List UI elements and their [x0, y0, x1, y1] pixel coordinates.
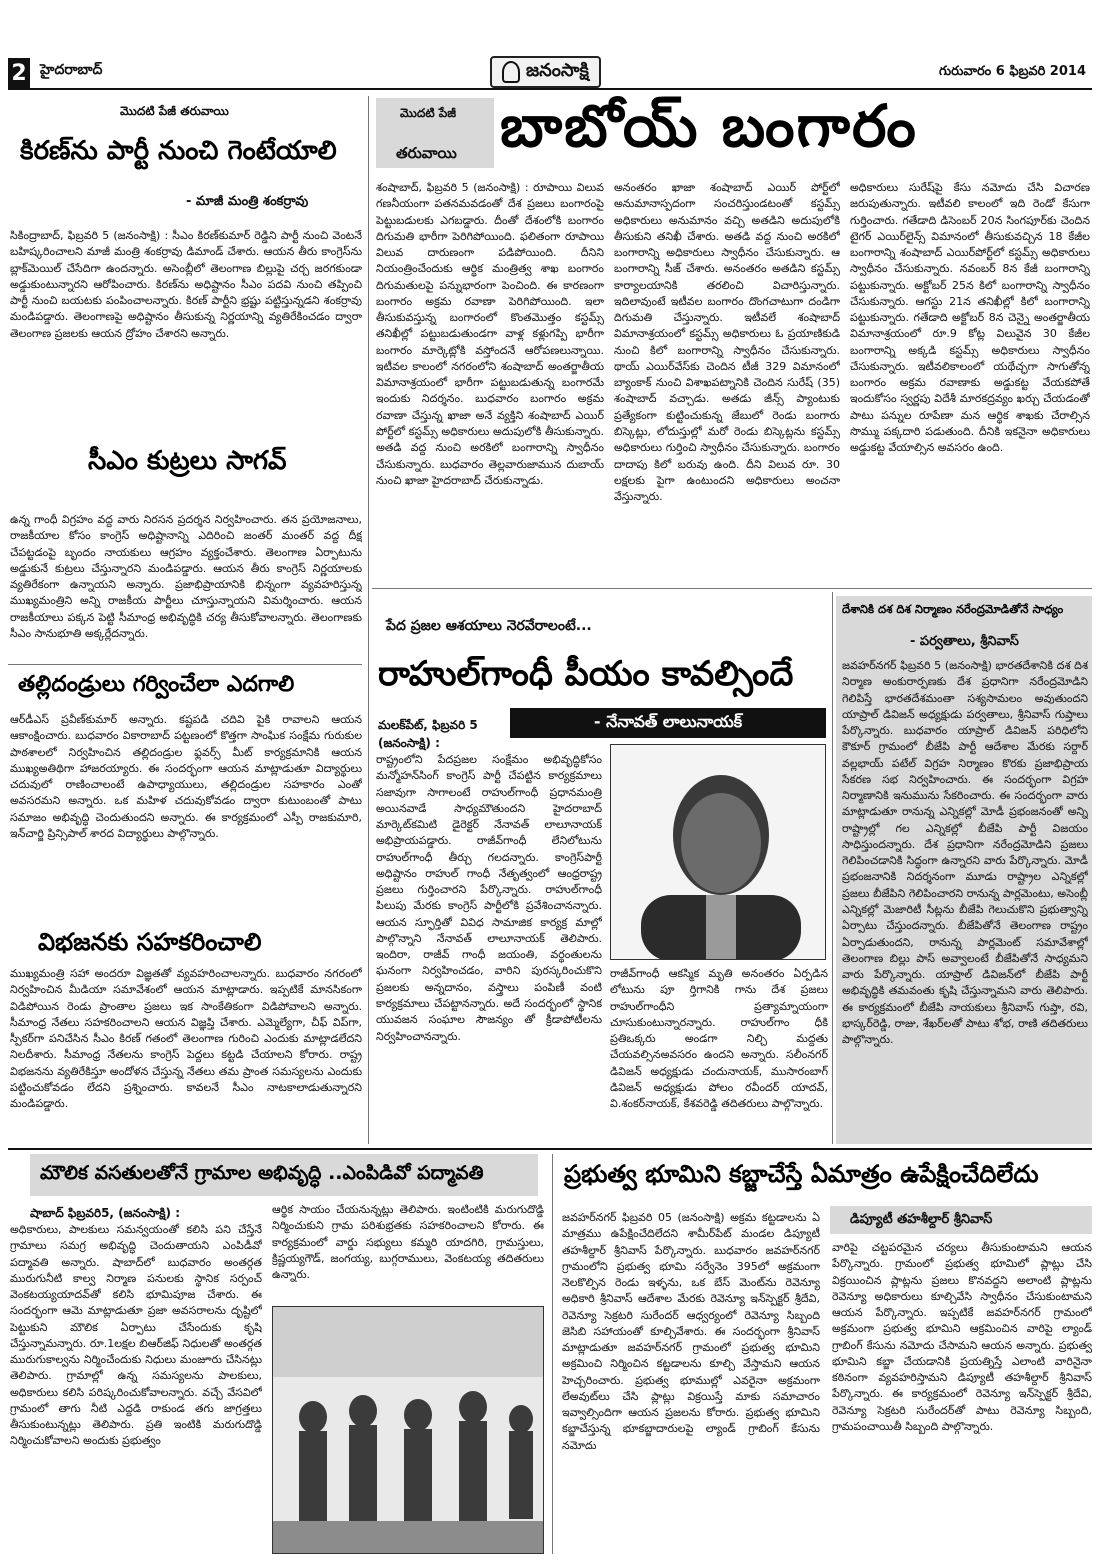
portrait-icon [611, 745, 826, 960]
column-rule-right [832, 592, 833, 1144]
edition-date: గురువారం 6 ఫిబ్రవరి 2014 [939, 64, 1086, 79]
gold-col-3: అధికారులు సురేష్‌పై కేసు నమోదు చేసి విచారణ జరుపుతున్నారు. ఇటీవలి కాలంలో ఇది రెండో కేసుగా గుర్తించారు. గతేడాది డిసెంబర్‌ 20న సింగపూర్‌కు చెందిన టైగర్‌ ఎయిర్‌లైన్స్‌ విమానంలో తీసుకువచ్చిన 18 కేజీల బంగారాన్ని శంషాబాద్‌ ఎయిర్‌పోర్ట్‌లో కస్టమ్స్‌ అధికారులు స్వాధీనం చేసుకున్నారు. నవంబర్‌ 8న కేజీ బంగారాన్ని పట్టుకున్నారు. అక్టోబర్‌ 25న కిలో బంగారాన్ని స్వాధీనం చేసుకున్నారు. ఆగస్టు 21న తనిఖీల్లో కిలో బంగారాన్ని పట్టుకున్నారు. గతేడాది అక్టోబర్‌ 8న చెన్నై అంతర్జాతీయ విమానాశ్రయంలో రూ.9 కోట్ల విలువైన 30 కేజీల బంగారాన్ని అక్కడి కస్టమ్స్‌ అధికారులు స్వాధీనం చేసుకున్నారు. ఇటీవలికాలంలో యథేచ్ఛగా సాగుతోన్న బంగారం అక్రమ రవాణాకు అడ్డుకట్ట వేయకపోతే ఇందుకోసం స్వర్ణపు విదేశీ మారకద్రవ్యం ఖర్చు చేయడంతో పాటు పన్నుల రూపేణా మన ఆర్థిక శాఖకు చేరాల్సిన సొమ్ము పక్కదారి పడుతుంది. దీనికి ఇకనైనా అధికారులు అడ్డుకట్ట వేయాల్సిన అవసరం ఉంది. [850, 181, 1090, 455]
lalunayak-photo [610, 744, 826, 960]
gold-kicker-top: మొదటి పేజీ [400, 106, 457, 120]
gold-kicker-bottom: తరువాయి [396, 144, 457, 162]
modi-body: జవహర్‌నగర్‌ ఫిబ్రవరి 5 (జనంసాక్షి) భారతదేశానికి దశ దిశ నిర్మాణ అంకురార్పణకు దేశ ప్రధానిగా నరేంద్రమోడిని గెలిపిస్తే భారతదేశమంతా సశ్యసామలం అవుతుందని యాప్రాల్‌ డివిజన్‌ అధ్యక్షుడు పర్వతాలు, శ్రీనివాస్‌ గుప్తాలు పేర్కొన్నారు. బుధవారం యాప్రాల్‌ డివిజన్‌ పరిధిలోని కౌకూర్‌ గ్రామంలో బీజేపి పార్టీ ఆదేశాల మేరకు సర్దార్‌ వల్లభాయ్‌ పటేల్‌ విగ్రహ నిర్మాణం కొరకు ప్రజాభిప్రాయ సేకరణ సభ నిర్వహించారు. ఈ సందర్భంగా విగ్రహ నిర్మాణానికి ఇనుమును సేకరించారు. ఈ సందర్భంగా వారు మాట్లాడుతూ రానున్న ఎన్నికల్లో మోడీ ప్రభంజనంతో అన్ని రాష్ట్రాల్లో గల ఎన్నికల్లో బీజేపి పార్టీ విజయం సాధిస్తుందన్నారు. దేశ ప్రధానిగా నరేంద్రమోడిని ప్రజలు గెలిపించడానికి సిద్ధంగా ఉన్నారని వారు పేర్కొన్నారు. మోడీ ప్రభంజనానికి నిదర్శనంగా మూడు రాష్ట్రాల ఎన్నికల్లో ప్రజలు బీజేపిని గెలిపించారని రానున్న పార్లమెంటు, అసెంబ్లీ ఎన్నికల్లో మెజారిటీ సీట్లను బీజేపి గెలుచుకొని ప్రభుత్వాన్ని ఏర్పాటు చేస్తుందన్నారు. బీజేపితోనే తెలంగాణ రాష్ట్రం ఏర్పాడుతుందని, రానున్న పార్లమెంట్‌ సమావేశాల్లో తెలంగాణ బిల్లు పాస్‌ అవ్వాలంటే బీజేపితోనే సాధ్యమని వారు పేర్కొన్నారు. యాప్రాల్‌ డివిజన్‌లో బీజేపి పార్టీ అభివృద్ధికి తమవంతు కృషి చేస్తున్నామని వారు తెలిపారు. ఈ కార్యక్రమంలో బీజేపి నాయకులు శ్రీనివాస్‌ గుప్తా, రవి, భాస్కర్‌రెడ్డి, రాజు, శేఖర్‌లతో పాటు శోభ, రాణి తదితరులు పాల్గొన్నారు. [842, 659, 1088, 1047]
kiran-headline: కిరణ్‌ను పార్టీ నుంచి గెంటేయాలి [20, 136, 337, 166]
bhoomi-puja-photo [272, 1306, 544, 1554]
rahul-byline: - నేనావత్‌ లాలునాయక్‌ [510, 708, 826, 738]
rahul-col-2: రాజీవ్‌గాంధీ ఆకస్మిక మృతి అనంతరం ఏర్పడిన లోటును పూ ర్తిగానికి గాను దేశ ప్రజలు రాహుల్‌గాంధీని ప్రత్యామ్నాయంగా చూసుకుంటున్నారన్నారు. రాహుల్‌గాం ధీకి ప్రతిఒక్కరు అండగా నిల్చి మద్దతు చేయవల్సినఅవసరం ఉందని అన్నారు. సలీంనగర్‌ డివిజన్‌ అధ్యక్షుడు చందునాయక్‌, ముసారంబాగ్‌ డివిజన్‌ అధ్యక్షుడు పోలం రవీందర్‌ యాదవ్‌, వి.శంకర్‌నాయక్‌, కేశవరెడ్డి తదితరులు పాల్గొన్నారు. [610, 967, 828, 1111]
kiran-body: సికింద్రాబాద్‌, ఫిబ్రవరి 5 (జనంసాక్షి) : సీఎం కిరణ్‌కుమార్‌ రెడ్డిని పార్టీ నుంచి వెంటనే బహిష్కరించాలని మాజీ మంత్రి శంకర్రావు డిమాండ్‌ చేశారు. ఆయన తీరు కాంగ్రెస్‌ను బ్లాక్‌మెయిల్‌ చేసేదిగా ఉందన్నారు. అసెంబ్లీలో తెలంగాణ బిల్లుపై చర్చ జరగకుండా అడ్డుకుంటున్నారని ఆరోపించారు. కిరణ్‌ను అధిష్టానం సీఎం పదవి నుంచి తప్పించి పార్టీ నుంచి బయటకు పంపించాలన్నారు. కిరణ్‌ పార్టీని భ్రష్టు పట్టిస్తున్నడని శంకర్రావు మండిపడ్డారు. తెలంగాణపై అధిష్టానం తీసుకున్న నిర్ణయాన్ని వ్యతిరేకించడం ద్వారా తెలంగాణ ప్రజలకు ఆయన ద్రోహం చేశారని అన్నారు. [10, 229, 362, 340]
left-divider-1 [8, 664, 362, 665]
rahul-col-1: రాష్ట్రంలోని పేదప్రజల సంక్షేమం అభివృద్ధికోసం మన్మోహన్‌సింగ్‌ కాంగ్రెస్‌ పార్టీ చేపట్టిన కార్యక్రమాలు సజావుగా సాగాలంటే రాహుల్‌గాంధీ ప్రధానమంత్రి అయినవాడే సాధ్యమౌతుందని హైదరాబాద్‌ మార్కెట్‌కమిటి డైరెక్టర్‌ నేనావత్‌ లాలూనాయక్‌ అభిప్రాయపడ్డారు. రాజీవ్‌గాంధీ లేనిలోటును రాహుల్‌గాంధీ తీర్చు గలదన్నారు. కాంగ్రెస్‌పార్టీ అధిష్టానం రాహుల్‌ గాంధీ నేతృత్వంలో ఆంధ్రరాష్ట్ర ప్రజలు గుర్తించారని పేర్కొన్నారు. రాహుల్‌గాంధీ పిలుపు మేరకు కాంగ్రెస్‌ పార్టీలోకి ప్రవేశించానన్నారు. ఆయన స్ఫూర్తితో వివిధ సామాజిక కార్యక్ర మాల్లో పాల్గొన్నాని నేనావత్‌ లాలూనాయక్‌ తెలిపారు. ఇందిరా, రాజీవ్‌ గాంధీ జయంతి, వర్థంతులను ఘనంగా నిర్వహించడం, వారిని పురస్కరించుకొని ప్రజలకు అన్నదానం, వస్త్రాలు పంపిణీ వంటి కార్యక్రమాలు చేపట్టానన్నారు. అదే సందర్భంలో స్థానిక యువజన సంఘాల సౌజన్యం తో క్రీడాపోటీలను నిర్వహించానన్నారు. [376, 753, 602, 1043]
parents-body: ఆర్‌డీఎస్‌ ప్రవీణ్‌కుమార్‌ అన్నారు. కష్టపడి చదివి పైకి రావాలని ఆయన ఆకాంక్షించారు. బుధవారం వికారాబాద్‌ పట్టణంలో కొత్తగా సాంఘిక సంక్షేమ గురుకుల పాఠశాలలో నిర్వహించిన తల్లిదండ్రుల ఫ్లవర్స్‌ మీట్‌ కార్యక్రమానికి ఆయన ముఖ్యఅతిథిగా హాజరయ్యారు. ఈ సందర్భంగా ఆయన మాట్లాడుతూ విద్యార్థులు చదువులో రాణించాలంటే ఉపాధ్యాయులు, తల్లిదండ్రుల సహకారం ఎంతో అవసరమని అన్నారు. ఒక మహిళ చదువుకోవడం ద్వారా కుటుంబంతో పాటు సమాజం అభివృద్ధి చెందుతుందని అన్నారు. ఈ కార్యక్రమంలో ఎస్పీ రాజకుమారి, ఇన్‌చార్జి ప్రిన్సిపాల్‌ శారద విద్యార్థులు పాల్గొన్నారు. [10, 713, 362, 840]
lower-rule [8, 1148, 1092, 1150]
rahul-dateline: మలక్‌పేట్‌, ఫిబ్రవరి 5 (జనంసాక్షి) : [378, 718, 478, 750]
gold-col-2: అనంతరం ఖాజా శంషాబాద్‌ ఎయిర్‌ పోర్ట్‌లో అనుమానాస్పదంగా సంచరిస్తుండటంతో కస్టమ్స్‌ అధికారులు అనుమానం వచ్చి అతడిని అదుపులోకి తీసుకుని తనిఖీ చేశారు. అతడి వద్ద నుంచి అరకిలో బంగారాన్ని అధికారులు స్వాధీనం చేసుకున్నారు. ఆ బంగారాన్ని సీజ్‌ చేశారు. అనంతరం అతడిని కస్టమ్స్‌ కార్యాలయానికి తరలించి విచారిస్తున్నారు. ఇదిలావుంటే ఇటీవల బంగారం దొంగచాటుగా దండిగా దిగుమతి చేస్తున్నారు. ఇటీవలే శంషాబాద్‌ విమానాశ్రయంలో కస్టమ్స్‌ అధికారులు ఓ ప్రయాణికుడి నుంచి కిలో బంగారాన్ని స్వాధీనం చేసుకున్నారు. థాయ్‌ ఎయిర్‌వేస్‌కు చెందిన టీజీ 329 విమానంలో బ్యాంకాక్‌ నుంచి విశాఖపట్నానికి చెందిన సురేష్‌ (35) శంషాబాద్‌ వచ్చాడు. అతడు జీన్స్‌ ప్యాంటుకు ప్రత్యేకంగా కుట్టించుకున్న జేబులో రెండు బంగారు బిస్కెట్లు, లోదుస్తుల్లో మరో రెండు బిస్కెట్లను కస్టమ్స్‌ అధికారులు గుర్తించి స్వాధీనం చేసుకున్నారు. బంగారం దాదాపు కిలో బరువు ఉంది. దీని విలువ రూ. 30 లక్షలకు పైగా ఉంటుందని అధికారులు అంచనా వేస్తున్నారు. [614, 181, 840, 504]
land-col-2: వారిపై చట్టపరమైన చర్యలు తీసుకుంటామని ఆయన పేర్కొన్నారు. గ్రామంలో ప్రభుత్వ భూమిలో ప్లాట్లు చేసి విక్రయించిన ప్లాట్లను ప్రజలు కొనవద్దని అలాంటి ప్లాట్లను రెవెన్యూ అధికారులు కూల్చివేసి స్వాధీనం చేసుకుంటామని ఆయన పేర్కొన్నారు. ఇప్పటికే జవహర్‌నగర్‌ గ్రామంలో అక్రమంగా ప్రభుత్వ భూమిని ఆక్రమించిన వారిపై ల్యాండ్‌ గ్రాబింగ్‌ కేసును నమోదు చేసామని ఆయన అన్నారు. ప్రభుత్వ భూమిని కబ్జా చేయడానికి ప్రయత్నిస్తే ఎలాంటి వారినైనా కఠినంగా వ్యవహరిస్తామని డిప్యూటీ తహశీల్దార్‌ శ్రీనివాస్‌ పేర్కొన్నారు. ఈ కార్యక్రమంలో రెవెన్యూ ఇన్‌స్పెక్టర్‌ శ్రీదేవి, రెవెన్యూ సెక్రటరి సురేందర్‌తో పాటు రెవెన్యూ సిబ్బంది, గ్రామపంచాయితీ సిబ్బంది పాల్గొన్నారు. [832, 1241, 1092, 1433]
village-col-1: అధికారులు, పాలకులు సమన్వయంతో కలిసి పని చేస్తేనే గ్రామాలు సమగ్ర అభివృద్ధి చెందుతాయని ఎంపిడీవో పద్మావతి అన్నారు. షాబాద్‌లో బుధవారం అంతర్గత మురుగునీటి కాల్వ నిర్మాణ పనులకు స్థానిక సర్పంచ్‌ వెంకటయ్యయాదవ్‌తో కలిసి భూమిపూజ చేశారు. ఈ సందర్భంగా ఆమె మాట్లాడుతూ ప్రజా అవసరాలను దృష్టిలో పెట్టుకుని మౌలిక ఏర్పాటు చేసేందుకు కృషి చేస్తున్నామన్నారు. రూ.1లక్షల బిఆర్‌జిఫ్‌ నిధులతో అంతర్గత మురుగుకాల్వను నిర్మించేందుకు నిధులు మంజూరు చేసినట్లు తెలిపారు. గ్రామాల్లో ఉన్న సమస్యలను పాలకులు, అధికారులు కలిసి పరిష్కరించుకోవాలన్నారు. వచ్చే వేసవిలో గ్రామంలో తాగు నీటి ఎద్దడి రాకుండ తగు జాగ్రత్తలు తీసుకుంటున్నట్లు తెలిపారు. ప్రతి ఇంటికి మరుగుదొడ్డి నిర్మించుకోవాలని అందుకు ప్రభుత్వం [10, 1223, 262, 1448]
rahul-kicker: పేద ప్రజల ఆశయాలు నెరవేరాలంటే... [386, 618, 592, 634]
newspaper-logo-icon [502, 61, 520, 83]
paper-logo [490, 56, 601, 88]
parents-headline: తల్లిదండ్రులు గర్వించేలా ఎదగాలి [18, 672, 295, 697]
masthead-rule [8, 88, 1092, 90]
cm-headline: సీఎం కుట్రలు సాగవ్‌ [88, 446, 287, 476]
kiran-kicker: మొదటి పేజీ తరువాయి [120, 104, 229, 118]
gold-col-1: శంషాబాద్‌, ఫిబ్రవరి 5 (జనంసాక్షి) : రూపాయి విలువ గణనీయంగా పతనమవడంతో దేశ ప్రజలు బంగారంపై పెట్టుబడులకు ఎగబడ్డారు. దీంతో దేశంలోకి బంగారం దిగుమతి భారీగా పెరిగిపోయింది. ఫలితంగా రూపాయి విలువ దారుణంగా పడిపోయింది. దీనిని నియంత్రించేందుకు ఆర్థిక మంత్రిత్వ శాఖ బంగారం దిగుమతులపై పన్నుభారంగా పెంచింది. ఈ కారణంగా బంగారం అక్రమ రవాణా పెరిగిపోయింది. ఇలా తీసుకువస్తున్న బంగారంలో కొంతమొత్తం కస్టమ్స్‌ తనిఖీల్లో పట్టుబడుతుండగా వాళ్ల కళ్లుగప్పి భారీగా బంగారం మార్కెట్లోకి వస్తోందనే ఆరోపణలున్నాయి. ఇటీవల కాలంలో నగరంలోని శంషాబాద్‌ అంతర్జాతీయ విమానాశ్రయంలో భారీగా పట్టుబడుతున్న బంగారమే ఇందుకు నిదర్శనం. బుధవారం బంగారం అక్రమ రవాణా చేస్తున్న ఖాజా అనే వ్యక్తిని శంషాబాద్‌ ఎయిర్‌ పోర్ట్‌లో కస్టమ్స్‌ అధికారులు అదుపులోకి తీసుకున్నారు. అతడి వద్ద నుంచి అరకిలో బంగారాన్ని స్వాధీనం చేసుకున్నారు. బుధవారం తెల్లవారుజామున దుబాయ్‌ నుంచి ఖాజా హైదరాబాద్‌ చేరుకున్నాడు. [376, 181, 604, 487]
modi-headline: దేశానికి దశ దిశ నిర్మాణం నరేంద్రమోడితోనే సాధ్యం [842, 602, 1064, 616]
village-col-2: ఆర్థిక సాయం చేయనున్నట్లు తెలిపారు. ఇంటింటికి మరుగుదొడ్డి నిర్మించుకుని గ్రామ పరిశుభ్రతకు సహకరించాలని కోరారు. ఈ కార్యక్రమంలో వార్డు సభ్యులు కమ్మరి యాదగిరి, గ్రామస్తులు, క్రిష్ణయ్యగౌడ్‌, జంగయ్య, బుగ్గరాములు, వెంకటయ్య తదితరులు ఉన్నారు. [272, 1203, 544, 1282]
cm-body: ఉన్న గాంధీ విగ్రహం వద్ద వారు నిరసన ప్రదర్శన నిర్వహించారు. తన ప్రయోజనాలు, రాజకీయాల కోసం కాంగ్రెస్‌ అధిష్టానాన్ని ఎదిరించి జంతర్‌ మంతర్‌ వద్ద దీక్ష చేపట్టడంపై బృందం నాయకులు ఆగ్రహం వ్యక్తంచేశారు. తెలంగాణ ఏర్పాటును అడ్డుకునే కుట్రలు చేస్తున్నారని మండిపడ్డారు. ఆయన తీరు కాంగ్రెస్‌ నిర్ణయాలకు వ్యతిరేకంగా ఉన్నాయని అన్నారు. ప్రజాభిప్రాయానికి భిన్నంగా వ్యవహరిస్తున్న ముఖ్యమంత్రిని అన్ని రాజకీయ పార్టీలు చూస్తున్నాయని విమర్శించారు. ఆయన రాజకీయాలు పక్కన పెట్టి సీమాంధ్ర అభివృద్ధికి చర్య తీసుకోవాలన్నారు. తెలంగాణకు సీఎం సానుభూతి అక్కర్లేదన్నారు. [10, 513, 362, 640]
land-headline: ప్రభుత్వ భూమిని కబ్జాచేస్తే ఏమాత్రం ఉపేక్షించేదిలేదు [564, 1160, 1039, 1188]
gold-headline: బాబోయ్‌ బంగారం [500, 92, 918, 160]
modi-byline: - పర్వతాలు, శ్రీనివాస్‌ [910, 634, 1019, 649]
event-photo-icon [273, 1307, 544, 1554]
land-byline: డిప్యూటీ తహశీల్దార్‌ శ్రీనివాస్‌ [850, 1212, 993, 1227]
column-rule-left [368, 96, 369, 1144]
paper-name: జనంసాక్షి [526, 59, 589, 81]
column-rule-bottom [552, 1154, 553, 1554]
rahul-headline: రాహుల్‌గాంధీ పీయం కావల్సిందే [378, 654, 794, 694]
land-col-1: జవహర్‌నగర్‌ ఫిబ్రవరి 05 (జనంసాక్షి) అక్రమ కట్టడాలను ఏ మాత్రము ఉపేక్షించేదిలేదని శామీర్‌పేట్‌ మండల డిప్యూటీ తహశీల్దార్‌ శ్రీనివాస్‌ పేర్కొన్నారు. బుధవారం జవహర్‌నగర్‌ గ్రామంలోని ప్రభుత్వ భూమి సర్వేనెం 395లో అక్రమంగా నెలకొల్పిన రెండు ఇళ్ళను, ఒక బేస్‌ మెంట్‌ను రెవెన్యూ అధికారి శ్రీనివాస్‌ ఆదేశాల మేరకు రెవెన్యూ ఇన్‌స్పెక్టర్‌ శ్రీదేవి, రెవెన్యూ సెక్రటరి సురేందర్‌ ఆధ్వర్యంలో రెవెన్యూ సిబ్బంది జెసిబి సహాయంతో కూల్చివేశారు. ఈ సందర్భంగా శ్రీనివాస్‌ మాట్లాడుతూ జవహర్‌నగర్‌ గ్రామంలో ప్రభుత్వ భూమిని అక్రమించి నిర్మించిన కట్టడాలను కూల్చి వేస్తామని ఆయన హెచ్చరించారు. ప్రభుత్వ భూముల్లో ఎవరైనా అక్రమంగా లేఅవుట్‌లు చేసి ప్లాట్లు విక్రయిస్తే మాకు సమాచారం ఇవ్వాల్సిందిగా ఆయన ప్రజలను కోరారు. ప్రభుత్వ భూమిని కబ్జాచేస్తున్న భూకబ్జాదారులపై ల్యాండ్‌ గ్రాబింగ్‌ కేసును నమోదు [562, 1211, 820, 1452]
edition-city: హైదరాబాద్ [40, 62, 103, 78]
gold-bottom-rule [372, 588, 1092, 589]
page-number: 2 [8, 58, 30, 88]
village-dateline: షాబాద్‌ ఫిబ్రవరి5, (జనంసాక్షి) : [30, 1206, 181, 1220]
division-body: ముఖ్యమంత్రి సహా అందరూ విజ్ఞతతో వ్యవహరించాలన్నారు. బుధవారం నగరంలో నిర్వహించిన మీడియా సమావేశంలో ఆయన మాట్లాడారు. ఇప్పటికే మానసికంగా విడిపోయిన రెండు ప్రాంతాల ప్రజలు ఇక సాంకేతికంగా విడిపోవాలని అన్నారు. సీమాంధ్ర నేతలు సహకరించాలని ఆయన విజ్ఞప్తి చేశారు. ఎమ్మెల్యేగా, చీఫ్‌ విప్‌గా, స్పీకర్‌గా పనిచేసిన సీఎం కిరణ్‌ గతంలో తెలంగాణ గురించి ఎందుకు మాట్లాడలేదని నిలదీశారు. సీమాంధ్ర నేతలను కాంగ్రెస్‌ పెద్దలు కట్టడి చేయాలని కోరారు. రాష్ట్ర విభజనను వ్యతిరేకిస్తూ అందోళన చేస్తున్న నేతలు తమ ప్రాంత సమస్యలను ఎందుకు పట్టించుకోవడం లేదని ప్రశ్నించారు. కావలనే సీఎం నాటకాలాడుతున్నారని మండిపడ్డారు. [10, 967, 362, 1111]
kiran-byline: - మాజీ మంత్రి శంకర్రావు [186, 194, 309, 209]
division-headline: విభజనకు సహకరించాలి [38, 928, 262, 956]
village-headline: మౌలిక వసతులతోనే గ్రామాల అభివృద్ధి ..ఎంపిడివో పద్మావతి [40, 1162, 484, 1184]
